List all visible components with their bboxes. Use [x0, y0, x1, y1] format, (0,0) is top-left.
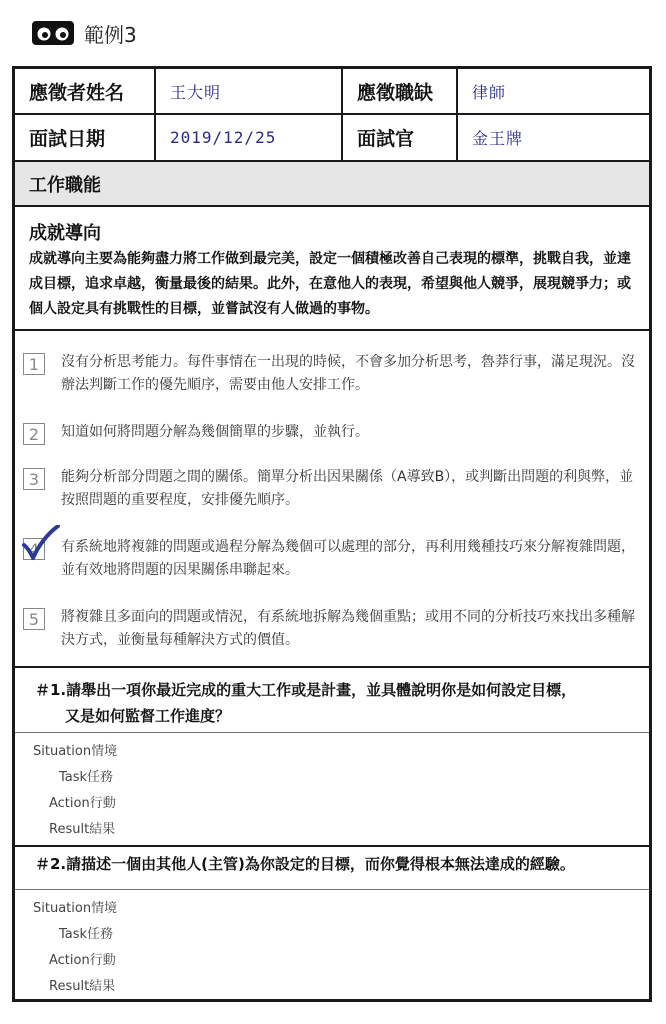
- question-1-line-2: 又是如何監督工作進度？: [65, 707, 231, 725]
- applicant-name-value-cell[interactable]: [156, 69, 343, 113]
- level-number: 4: [28, 539, 40, 559]
- date-value-cell[interactable]: [156, 115, 343, 160]
- divider: [15, 666, 649, 668]
- level-number: 5: [28, 609, 40, 629]
- level-text: 有系統地將複雜的問題或過程分解為幾個可以處理的部分，再利用幾種技巧來分解複雜問題，並有效地將問題的因果關係串聯起來。: [61, 539, 635, 578]
- page-header: [32, 18, 137, 48]
- level-text: 能夠分析部分問題之間的關係。簡單分析出因果關係（A導致B），或判斷出問題的利與弊，並按照問題的重要程度，安排優先順序。: [61, 469, 634, 508]
- level-text: 沒有分析思考能力。每件事情在一出現的時候，不會多加分析思考，魯莽行事，滿足現況。沒辦法判斷工作的優先順序，需要由他人安排工作。: [61, 354, 635, 393]
- star-result[interactable]: Result結果: [49, 979, 116, 994]
- level-checkbox-1[interactable]: [23, 353, 45, 375]
- interviewer-label-cell: [343, 115, 458, 160]
- level-number: 2: [28, 424, 40, 444]
- question-2: [35, 851, 635, 877]
- question-2-line-1: ＃2.請描述一個由其他人(主管)為你設定的目標，而你覺得根本無法達成的經驗。: [35, 855, 575, 873]
- star-action[interactable]: Action行動: [49, 953, 116, 968]
- applicant-name-value: 王大明: [170, 82, 222, 102]
- divider: [15, 889, 649, 890]
- level-item-3: [23, 466, 643, 512]
- competency-title: 成就導向: [29, 223, 101, 244]
- interviewer-label: 面試官: [357, 128, 415, 150]
- info-row-2: [15, 115, 649, 162]
- competency-description: 成就導向主要為能夠盡力將工作做到最完美，設定一個積極改善自己表現的標準，挑戰自我，並達成目標，追求卓越，衡量最後的結果。此外，在意他人的表現，希望與他人競爭，展現競爭力；或個人設定具有挑戰性的目標，並嘗試沒有人做過的事物。: [29, 251, 631, 317]
- section-title-cell: [15, 162, 649, 205]
- star-situation[interactable]: Situation情境: [33, 744, 118, 759]
- level-item-5: [23, 606, 643, 652]
- level-item-2: [23, 421, 643, 445]
- level-checkbox-5[interactable]: [23, 608, 45, 630]
- level-text: 知道如何將問題分解為幾個簡單的步驟，並執行。: [61, 424, 369, 440]
- interviewer-value: 金王牌: [472, 129, 524, 148]
- eyes-logo-icon: [32, 21, 74, 45]
- position-value: 律師: [472, 82, 507, 102]
- date-label: 面試日期: [29, 128, 106, 150]
- star-action[interactable]: Action行動: [49, 796, 116, 811]
- star-situation[interactable]: Situation情境: [33, 901, 118, 916]
- date-value: 2019/12/25: [170, 128, 277, 147]
- level-checkbox-4[interactable]: [23, 538, 45, 560]
- divider: [15, 329, 649, 331]
- page-title: 範例3: [84, 22, 137, 47]
- info-row-1: [15, 69, 649, 115]
- applicant-name-label: 應徵者姓名: [29, 81, 125, 104]
- position-value-cell[interactable]: [458, 69, 649, 113]
- star-task[interactable]: Task任務: [59, 927, 114, 942]
- question-1-line-1: ＃1.請舉出一項你最近完成的重大工作或是計畫，並具體說明你是如何設定目標，: [35, 681, 577, 699]
- position-label-cell: [343, 69, 458, 113]
- question-1: [35, 677, 635, 729]
- level-checkbox-3[interactable]: [23, 468, 45, 490]
- level-checkbox-2[interactable]: [23, 423, 45, 445]
- divider: [15, 732, 649, 733]
- divider: [15, 845, 649, 847]
- date-label-cell: [15, 115, 156, 160]
- interviewer-value-cell[interactable]: [458, 115, 649, 160]
- checkmark-icon: [20, 525, 60, 561]
- position-label: 應徵職缺: [357, 81, 434, 104]
- section-title: 工作職能: [29, 174, 101, 196]
- applicant-name-label-cell: [15, 69, 156, 113]
- star-result[interactable]: Result結果: [49, 822, 116, 837]
- section-bar: [15, 162, 649, 207]
- level-item-1: [23, 351, 643, 397]
- star-task[interactable]: Task任務: [59, 770, 114, 785]
- level-text: 將複雜且多面向的問題或情況，有系統地拆解為幾個重點；或用不同的分析技巧來找出多種解決方式，並衡量每種解決方式的價值。: [61, 609, 635, 648]
- level-item-4: [23, 536, 643, 582]
- level-number: 1: [28, 354, 40, 374]
- interview-form: [12, 66, 652, 1002]
- level-number: 3: [28, 469, 40, 489]
